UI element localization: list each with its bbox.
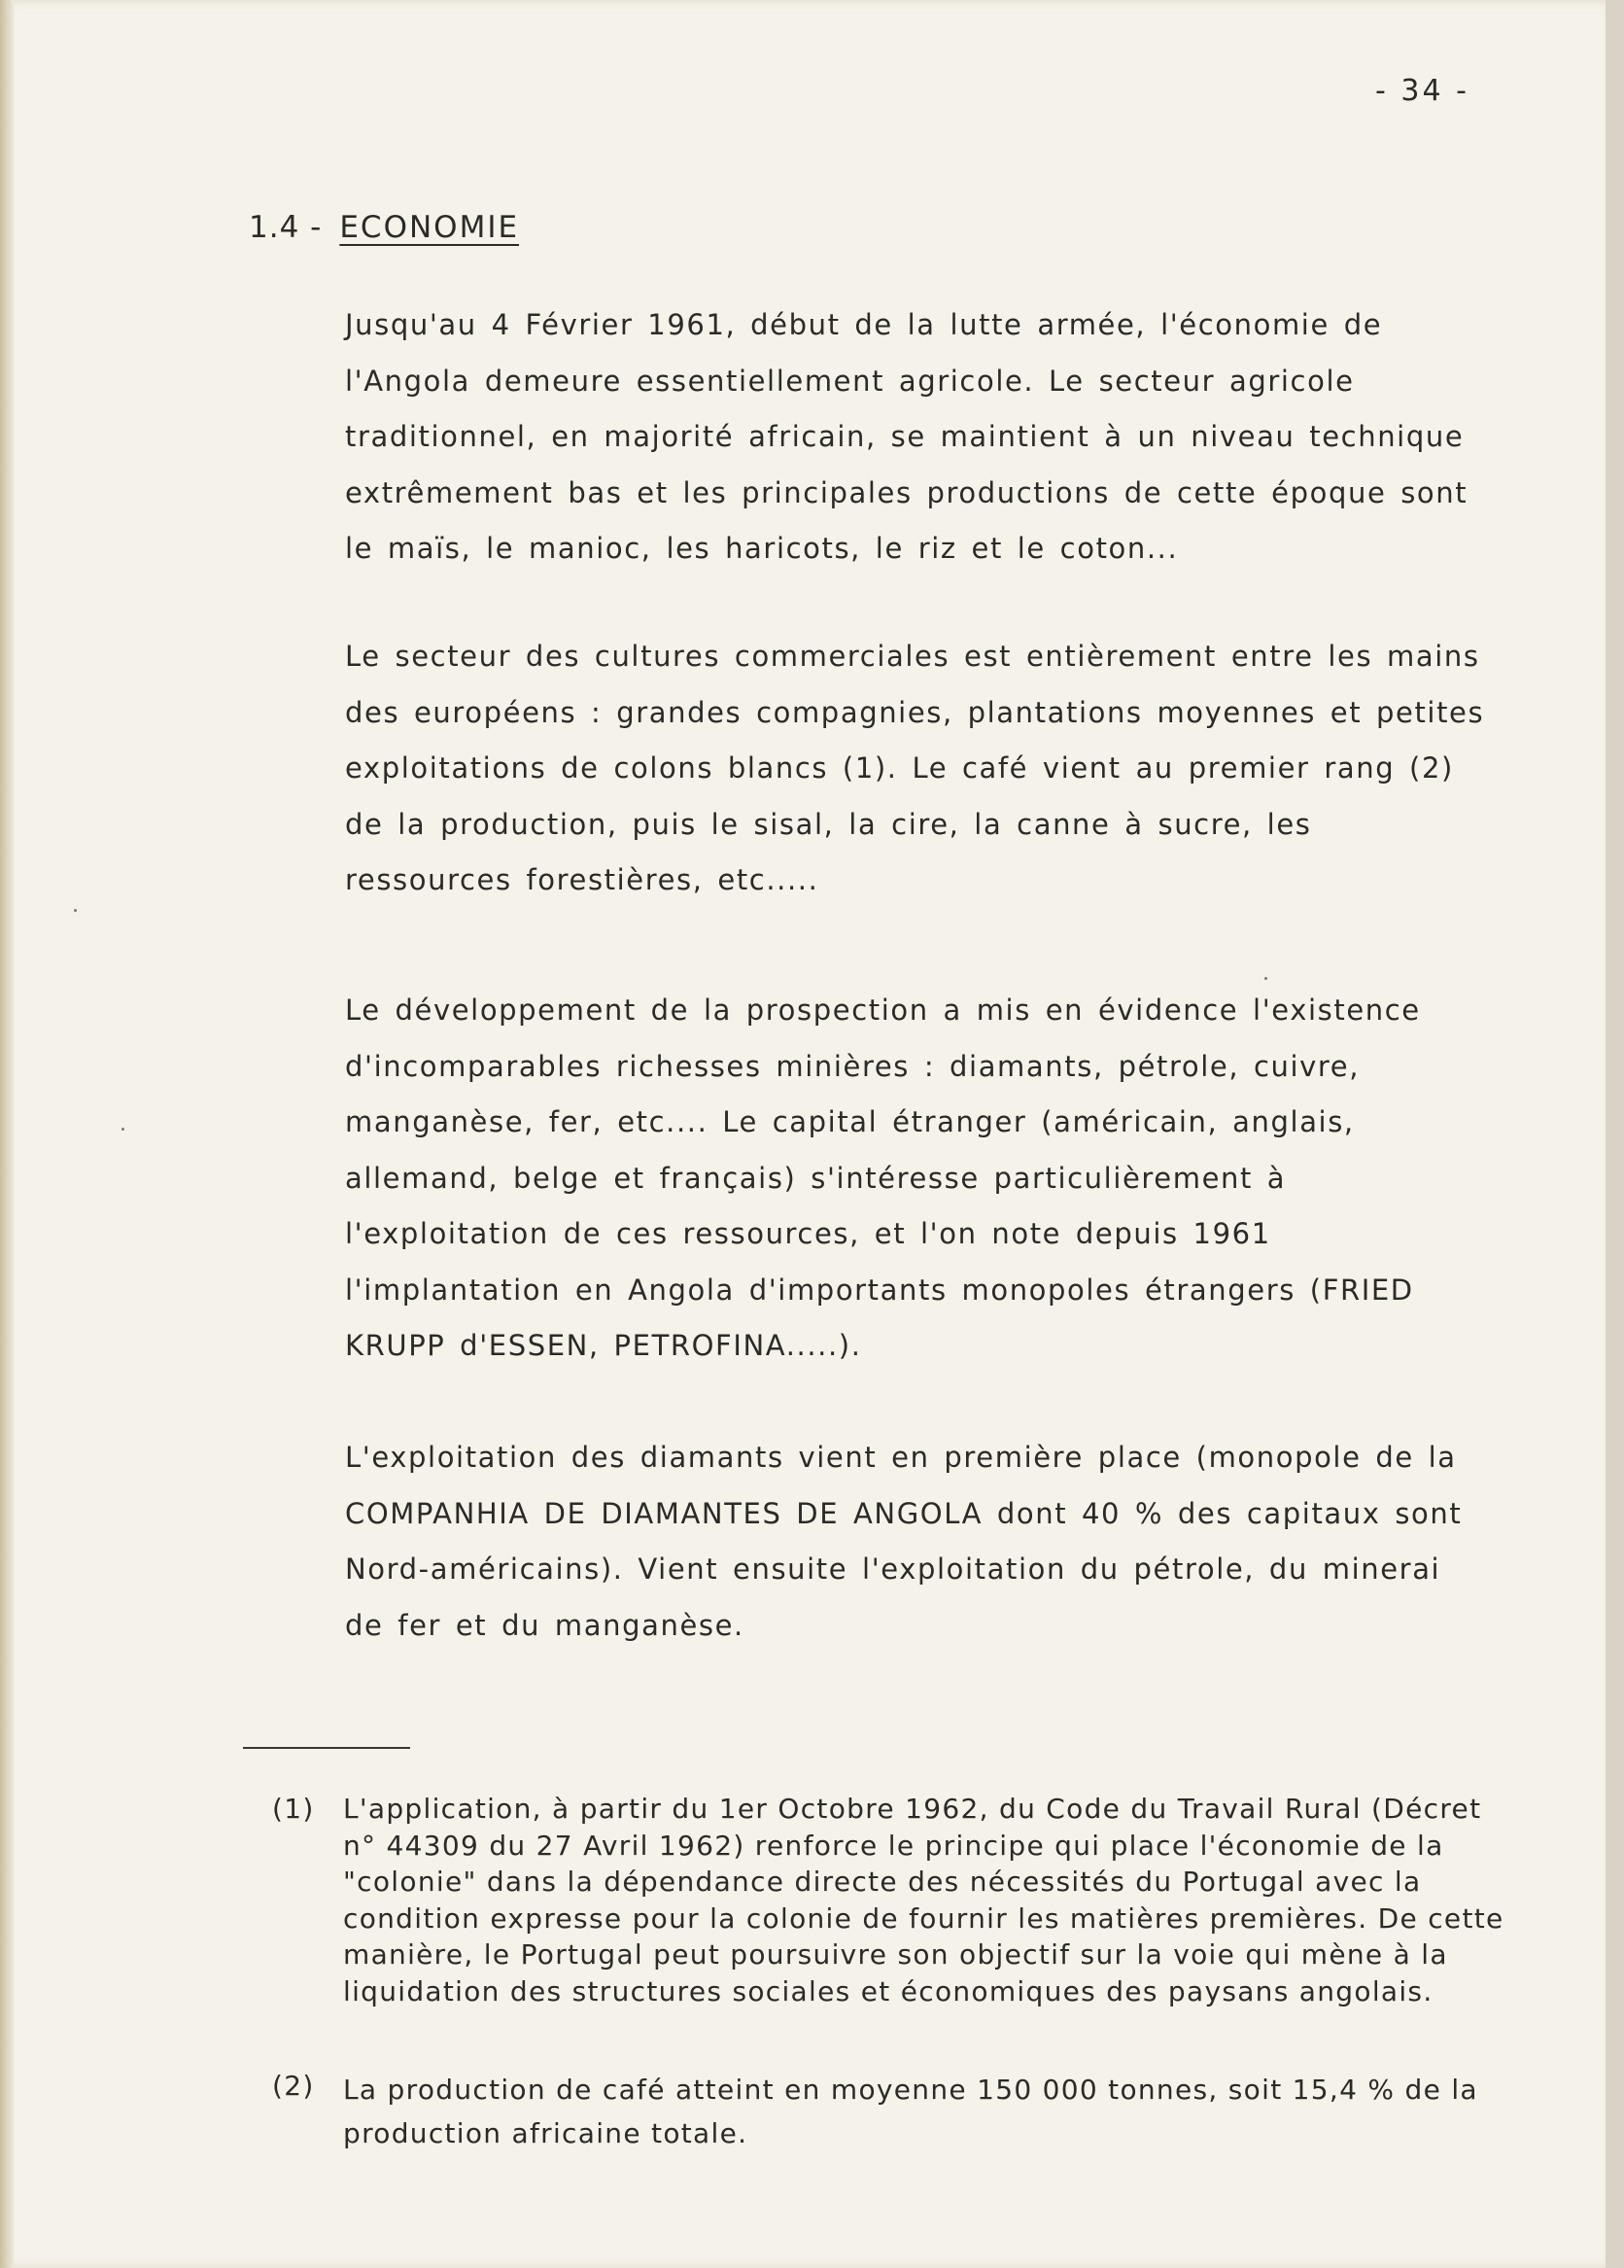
footnote-text: La production de café atteint en moyenne 150 000 tonnes, soit 15,4 % de la production africaine totale. [343,2074,1478,2149]
footnote-text: L'application, à partir du 1er Octobre 1962, du Code du Travail Rural (Décret n° 44309 du 27 Avril 1962) renforce le principe qui place l'économie de la "colonie" dans la dépendance directe des nécessités du Portugal avec la condition expresse pour la colonie de fournir les matières premières. De cette manière, le Portugal peut poursuivre son objectif sur la voie qui mène à la liquidation des structures sociales et économiques des paysans angolais. [343,1793,1504,2007]
footnote-marker: (2) [272,2070,315,2102]
footnote-marker: (1) [272,1793,315,1825]
page-number: - 34 - [1375,74,1469,108]
page-binding-edge [0,0,14,2268]
paper-speck [121,1128,124,1131]
section-title: ECONOMIE [339,210,520,245]
section-number: 1.4 - [249,210,323,245]
footnote-separator [243,1747,410,1749]
section-heading [249,210,519,245]
paragraph-diamonds: L'exploitation des diamants vient en première place (monopole de la COMPANHIA DE DIAMANTES DE ANGOLA dont 40 % des capitaux sont Nord-américains). Vient ensuite l'exploitation du pétrole, du minerai de fer et du manganèse. [345,1441,1463,1642]
paragraph-agriculture: Jusqu'au 4 Février 1961, début de la lutte armée, l'économie de l'Angola demeure essentiellement agricole. Le secteur agricole traditionnel, en majorité africain, se maintient à un niveau technique extrêmement bas et les principales productions de cette époque sont le maïs, le manioc, les haricots, le riz et le coton... [345,308,1469,565]
paper-speck [74,909,77,912]
paragraph-commercial-crops: Le secteur des cultures commerciales est entièrement entre les mains des européens : grandes compagnies, plantations moyennes et petites exploitations de colons blancs (1). Le café vient au premier rang (2) de la production, puis le sisal, la cire, la canne à sucre, les ressources forestières, etc..... [345,640,1485,896]
paper-speck [1264,977,1267,980]
paragraph-mining-resources: Le développement de la prospection a mis en évidence l'existence d'incomparables richesses minières : diamants, pétrole, cuivre, manganèse, fer, etc.... Le capital étranger (américain, anglais, allemand, belge et français) s'intéresse particulièrement à l'exploitation de ces ressources, et l'on note depuis 1961 l'implantation en Angola d'importants monopoles étrangers (FRIED KRUPP d'ESSEN, PETROFINA.....). [345,994,1421,1362]
